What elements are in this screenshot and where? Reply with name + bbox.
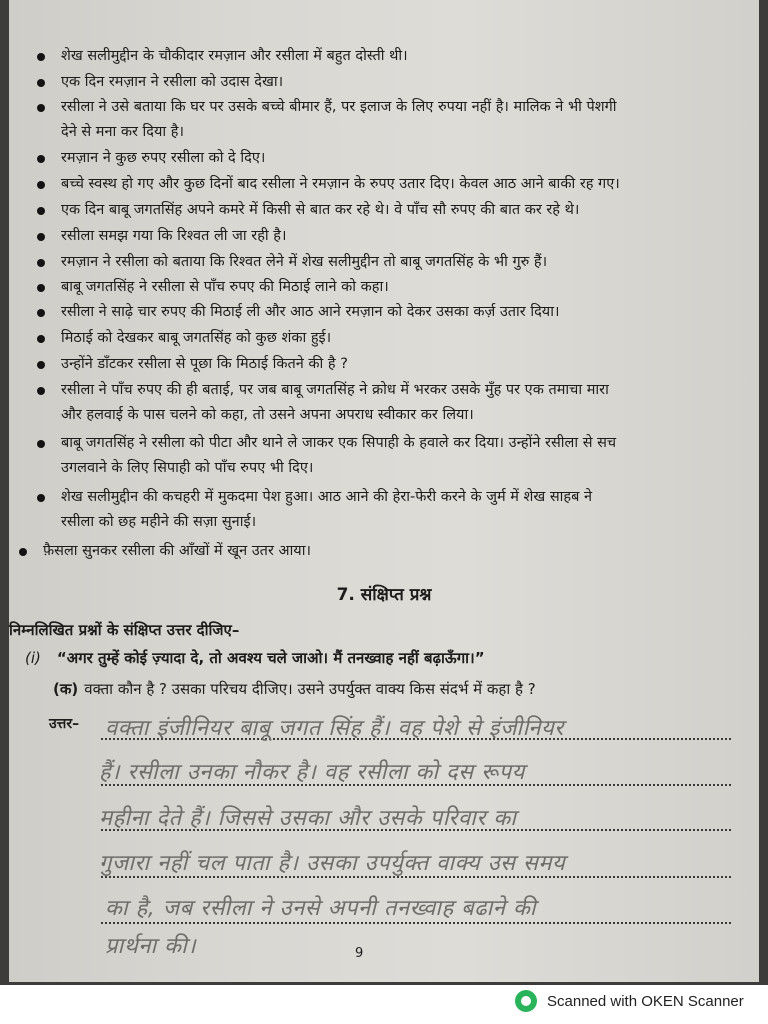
handwritten-answer-line: महीना देते हैं। जिससे उसका और उसके परिवार का: [99, 806, 517, 831]
bullet-icon: [37, 259, 45, 267]
bullet-icon: [37, 440, 45, 448]
sub-question: [53, 679, 536, 699]
bullet-icon: [37, 79, 45, 87]
bullet-icon: [37, 335, 45, 343]
bullet-icon: [37, 104, 45, 112]
page-number: 9: [355, 946, 364, 961]
scanner-watermark-text: Scanned with OKEN Scanner: [547, 992, 744, 1010]
answer-label: उत्तर–: [49, 716, 80, 732]
oken-scanner-logo-icon: [515, 990, 537, 1012]
bullet-icon: [19, 548, 27, 556]
instruction-text: निम्नलिखित प्रश्नों के संक्षिप्त उत्तर दीजिए–: [9, 621, 240, 639]
answer-dotted-line: [101, 922, 731, 924]
bullet-icon: [37, 284, 45, 292]
section-heading: 7. संक्षिप्त प्रश्न: [336, 585, 432, 605]
handwritten-answer-line: वक्ता इंजीनियर बाबू जगत सिंह हैं। वह पेशे से इंजीनियर: [105, 716, 564, 741]
bullet-icon: [37, 387, 45, 395]
bullet-icon: [37, 494, 45, 502]
scanner-watermark: [515, 990, 744, 1012]
bullet-icon: [37, 53, 45, 61]
question-number: (i): [25, 649, 41, 667]
bullet-icon: [37, 361, 45, 369]
bullet-icon: [37, 155, 45, 163]
handwritten-answer-line: का है, जब रसीला ने उनसे अपनी तनख्वाह बढाने की: [105, 896, 537, 921]
handwritten-answer-line: हैं। रसीला उनका नौकर है। वह रसीला को दस रूपय: [99, 760, 525, 785]
handwritten-answer-line: गुजारा नहीं चल पाता है। उसका उपर्युक्त वाक्य उस समय: [99, 851, 566, 876]
sub-question-text: वक्ता कौन है ? उसका परिचय दीजिए। उसने उपर्युक्त वाक्य किस संदर्भ में कहा है ?: [84, 680, 536, 698]
bullet-icon: [37, 233, 45, 241]
bullet-icon: [37, 207, 45, 215]
handwritten-answer-line: प्रार्थना की।: [105, 934, 197, 959]
question-quote: [25, 648, 485, 668]
bullet-icon: [37, 181, 45, 189]
sub-question-label: (क): [53, 680, 79, 698]
bullet-icon: [37, 309, 45, 317]
question-quote-text: “अगर तुम्हें कोई ज़्यादा दे, तो अवश्य चले जाओ। मैं तनख्वाह नहीं बढ़ाऊँगा।”: [56, 649, 485, 667]
textbook-page: शेख सलीमुद्दीन के चौकीदार रमज़ान और रसीला में बहुत दोस्ती थी। एक दिन रमज़ान ने रसीला को उदास देखा। रसीला ने उसे बताया कि घर पर उसके बच्चे बीमार हैं, पर इलाज के लिए रुपया नहीं है। मालिक ने भी पेशगी देने से मना कर दिया है। रमज़ान ने कुछ रुपए रसीला को दे दिए। बच्चे स्वस्थ हो गए और कुछ दिनों बाद रसीला ने रमज़ान के रुपए उतार दिए। केवल आठ आने बाकी रह गए। एक दिन बाबू जगतसिंह अपने कमरे में किसी से बात कर रहे थे। वे पाँच सौ रुपए की बात कर रहे थे। रसीला समझ गया कि रिश्वत ली जा रही है। रमज़ान ने रसीला को बताया कि रिश्वत लेने में शेख सलीमुद्दीन तो बाबू जगतसिंह के भी गुरु हैं। बाबू जगतसिंह ने रसीला से पाँच रुपए की मिठाई लाने को कहा। रसीला ने साढ़े चार रुपए की मिठाई ली और आठ आने रमज़ान को देकर उसका कर्ज़ उतार दिया। मिठाई को देखकर बाबू जगतसिंह को कुछ शंका हुई। उन्होंने डाँटकर रसीला से पूछा कि मिठाई कितने की है ? रसीला ने पाँच रुपए की ही बताई, पर जब बाबू जगतसिंह ने क्रोध में भरकर उसके मुँह पर एक तमाचा मारा और हलवाई के पास चलने को कहा, तो उसने अपना अपराध स्वीकार कर लिया। बाबू जगतसिंह ने रसीला को पीटा और थाने ले जाकर एक सिपाही के हवाले कर दिया। उन्होंने रसीला से सच उगलवाने के लिए सिपाही को पाँच रुपए भी दिए। शेख सलीमुद्दीन की कचहरी में मुकदमा पेश हुआ। आठ आने की हेरा-फेरी करने के जुर्म में शेख साहब ने रसीला को छह महीने की सज़ा सुनाई। फ़ैसला सुनकर रसीला की आँखों में खून उतर आया। 7. संक्षिप्त प्रश्न निम्नलिखित प्रश्नों के संक्षिप्त उत्तर दीजिए– (i) “अगर तुम्हें कोई ज़्यादा दे, तो अवश्य चले जाओ। मैं तनख्वाह नहीं बढ़ाऊँगा।” (क) वक्ता कौन है ? उसका परिचय दीजिए। उसने उपर्युक्त वाक्य किस संदर्भ में कहा है ? उत्तर– वक्ता इंजीनियर बाबू जगत सिंह हैं। वह पेशे से इंजीनियर हैं। रसीला उनका नौकर है। वह रसीला को दस रूपय महीना देते हैं। जिससे उसका और उसके परिवार का गुजारा नहीं चल पाता है। उसका उपर्युक्त वाक्य उस समय का है, जब रसीला ने उनसे अपनी तनख्वाह बढाने की प्रार्थना की। 9: [9, 0, 759, 982]
